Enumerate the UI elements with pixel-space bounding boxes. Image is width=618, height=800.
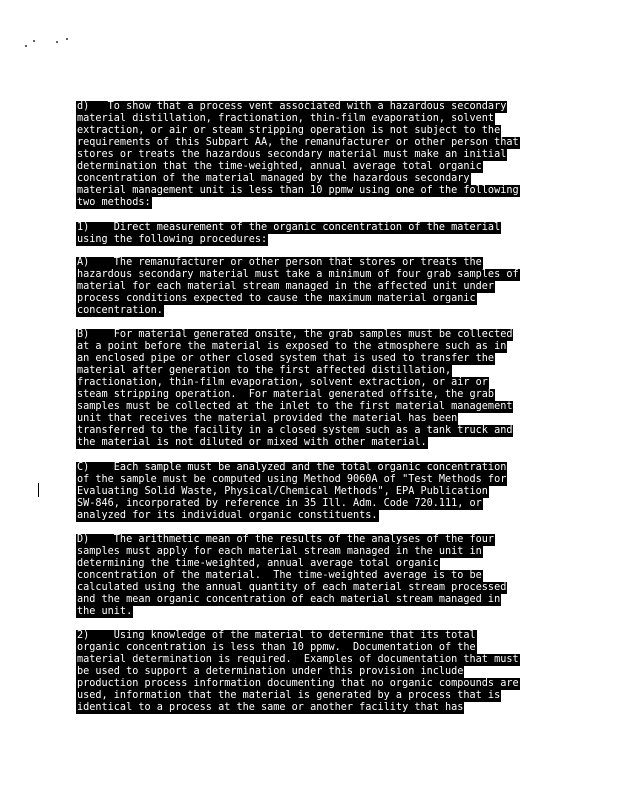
paragraph-line: B) For material generated onsite, the grab samples must be collected bbox=[77, 329, 513, 340]
paragraph-line: hazardous secondary material must take a minimum of four grab samples of bbox=[77, 269, 519, 280]
paragraph-line: A) The remanufacturer or other person that stores or treats the bbox=[77, 257, 482, 268]
paragraph-line: the material is not diluted or mixed with other material. bbox=[77, 437, 427, 448]
paragraph-line: material management unit is less than 10 ppmw using one of the following bbox=[77, 185, 519, 196]
paragraph-line: transferred to the facility in a closed system such as a tank truck and bbox=[77, 425, 513, 436]
paragraph-line: of the sample must be computed using Method 9060A of "Test Methods for bbox=[77, 474, 507, 485]
paragraph-line: material for each material stream managed in the affected unit under bbox=[77, 281, 495, 292]
paragraph-line: samples must apply for each material stream managed in the unit in bbox=[77, 546, 482, 557]
paragraph-line: unit that receives the material provided the material has been bbox=[77, 413, 458, 424]
paragraph-line: requirements of this Subpart AA, the remanufacturer or other person that bbox=[77, 137, 519, 148]
paragraph-d-upper bbox=[76, 534, 507, 618]
paragraph-line: at a point before the material is exposed to the atmosphere such as in bbox=[77, 341, 507, 352]
paragraph-line: be used to support a determination under this provision include bbox=[77, 666, 464, 677]
paragraph-line: determining the time-weighted, annual average total organic bbox=[77, 558, 439, 569]
paragraph-c bbox=[76, 462, 507, 522]
paragraph-line: D) The arithmetic mean of the results of the analyses of the four bbox=[77, 534, 495, 545]
paragraph-line: and the mean organic concentration of each material stream managed in bbox=[77, 594, 501, 605]
paragraph-line: concentration of the material managed by the hazardous secondary bbox=[77, 173, 470, 184]
paragraph-line: 1) Direct measurement of the organic concentration of the material bbox=[77, 222, 501, 233]
paragraph-line: fractionation, thin-film evaporation, solvent extraction, or air or bbox=[77, 377, 488, 388]
paragraph-line: 2) Using knowledge of the material to determine that its total bbox=[77, 630, 476, 641]
scan-speck bbox=[56, 41, 58, 43]
paragraph-line: material determination is required. Examples of documentation that must bbox=[77, 654, 519, 665]
paragraph-line: SW-846, incorporated by reference in 35 Ill. Adm. Code 720.111, or bbox=[77, 498, 482, 509]
paragraph-line: samples must be collected at the inlet to the first material management bbox=[77, 401, 513, 412]
paragraph-line: Evaluating Solid Waste, Physical/Chemical Methods", EPA Publication bbox=[77, 486, 488, 497]
scan-speck bbox=[25, 45, 27, 47]
paragraph-line: production process information documenting that no organic compounds are bbox=[77, 678, 519, 689]
paragraph-line: the unit. bbox=[77, 606, 133, 617]
scan-speck bbox=[33, 40, 35, 42]
paragraph-line: material distillation, fractionation, thin-film evaporation, solvent bbox=[77, 113, 495, 124]
paragraph-line: identical to a process at the same or another facility that has bbox=[77, 702, 464, 713]
paragraph-line: analyzed for its individual organic constituents. bbox=[77, 510, 378, 521]
scan-speck bbox=[66, 38, 68, 40]
paragraph-d bbox=[76, 101, 520, 209]
paragraph-line: concentration. bbox=[77, 305, 163, 316]
paragraph-line: calculated using the annual quantity of each material stream processed bbox=[77, 582, 507, 593]
paragraph-line: material after generation to the first affected distillation, bbox=[77, 365, 452, 376]
paragraph-line: determination that the time-weighted, annual average total organic bbox=[77, 161, 482, 172]
paragraph-line: an enclosed pipe or other closed system that is used to transfer the bbox=[77, 353, 495, 364]
text-cursor-mark bbox=[38, 483, 39, 497]
paragraph-line: concentration of the material. The time-weighted average is to be bbox=[77, 570, 482, 581]
paragraph-b bbox=[76, 329, 513, 449]
paragraph-line: two methods: bbox=[77, 197, 151, 208]
paragraph-line: process conditions expected to cause the maximum material organic bbox=[77, 293, 476, 304]
paragraph-1 bbox=[76, 222, 501, 246]
paragraph-line: C) Each sample must be analyzed and the total organic concentration bbox=[77, 462, 507, 473]
paragraph-line: steam stripping operation. For material generated offsite, the grab bbox=[77, 389, 495, 400]
paragraph-line: extraction, or air or steam stripping operation is not subject to the bbox=[77, 125, 501, 136]
paragraph-line: d) To show that a process vent associated with a hazardous secondary bbox=[77, 101, 507, 112]
paragraph-line: stores or treats the hazardous secondary material must make an initial bbox=[77, 149, 507, 160]
paragraph-a bbox=[76, 257, 520, 317]
paragraph-2 bbox=[76, 630, 520, 714]
paragraph-line: used, information that the material is generated by a process that is bbox=[77, 690, 501, 701]
paragraph-line: organic concentration is less than 10 ppmw. Documentation of the bbox=[77, 642, 476, 653]
paragraph-line: using the following procedures: bbox=[77, 234, 268, 245]
